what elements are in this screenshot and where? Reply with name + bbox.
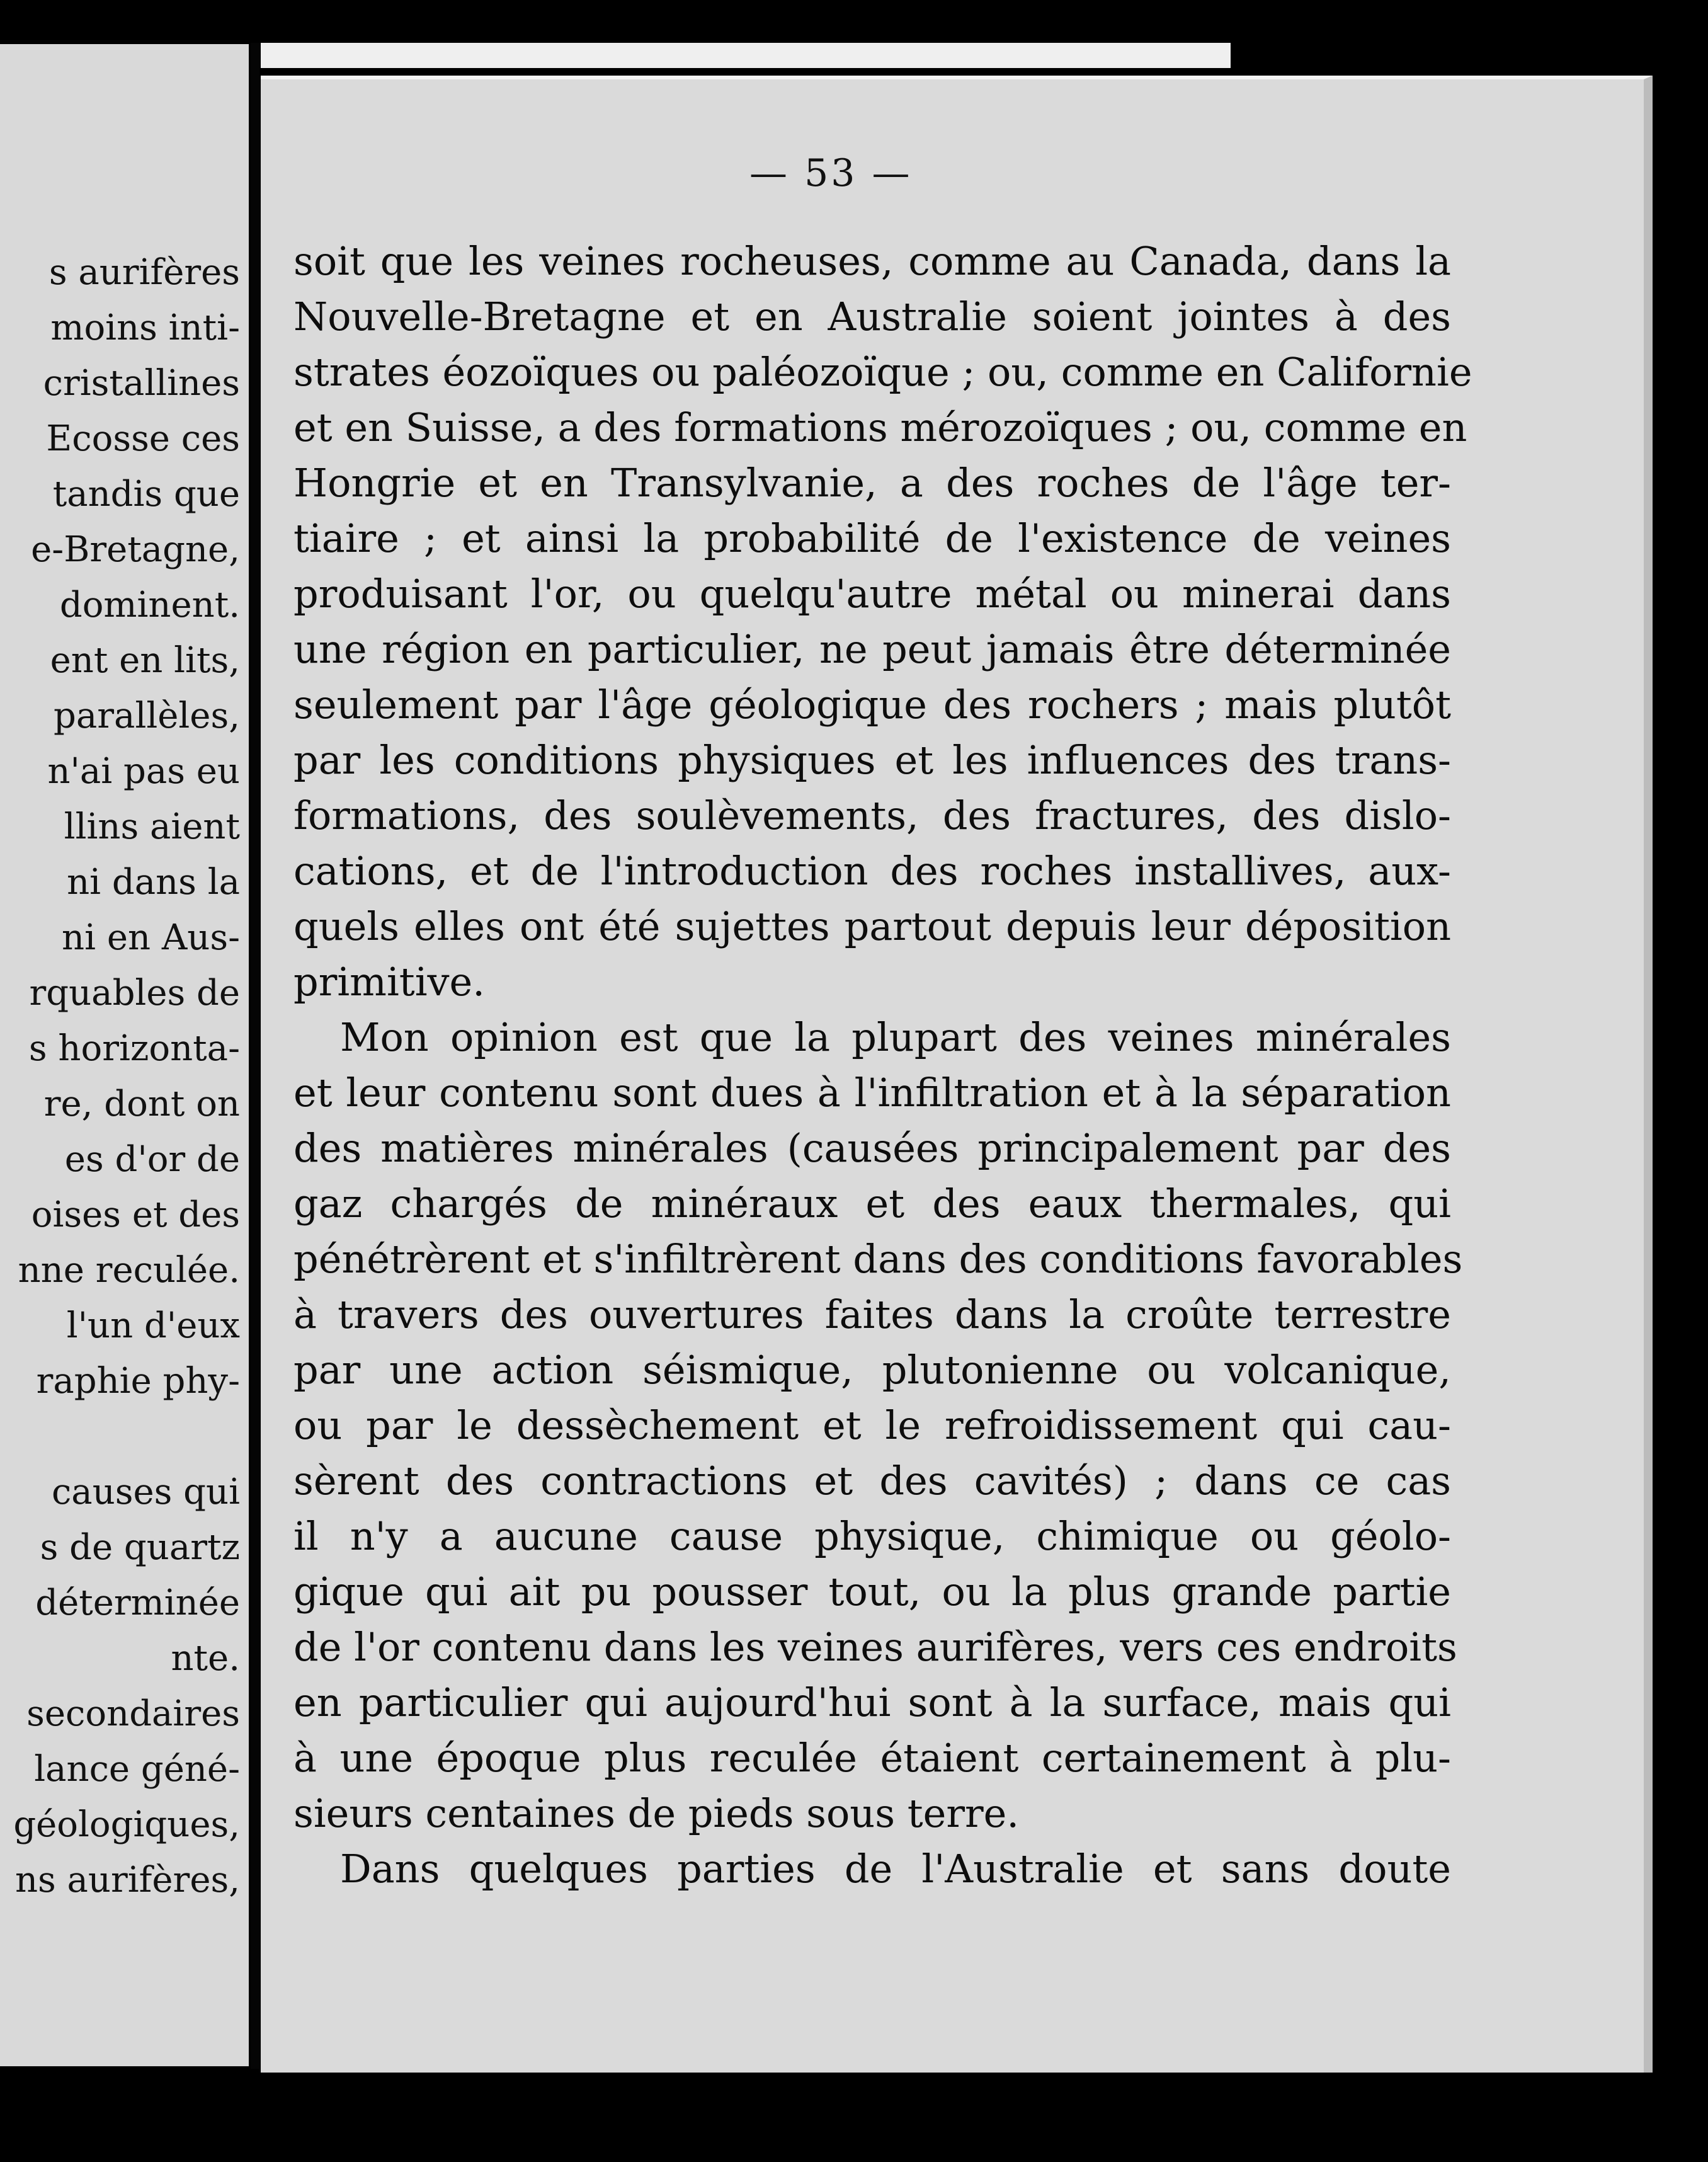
- text-line: il n'y a aucune cause physique, chimique ou géolo-: [293, 1513, 1451, 1559]
- left-page-line: e-Bretagne,: [31, 529, 240, 570]
- left-page-line: causes qui: [51, 1472, 240, 1513]
- text-line: des matières minérales (causées principalement par des: [293, 1125, 1451, 1171]
- left-page-line: es d'or de: [64, 1139, 240, 1180]
- left-page-line: cristallines: [43, 363, 240, 404]
- page-top-edge: [261, 43, 1231, 68]
- left-page-line: nne reculée.: [18, 1250, 240, 1291]
- left-page-line: ni dans la: [67, 862, 240, 903]
- left-page-line: n'ai pas eu: [47, 751, 240, 792]
- text-line: primitive.: [293, 959, 485, 1005]
- text-line: à travers des ouvertures faites dans la croûte terrestre: [293, 1291, 1451, 1337]
- paragraph-start-line: Mon opinion est que la plupart des veines minérales: [340, 1014, 1451, 1060]
- left-page-line: parallèles,: [54, 695, 240, 736]
- left-page-line: ni en Aus-: [62, 917, 240, 958]
- left-page-line: raphie phy-: [36, 1361, 240, 1402]
- left-page-line: s de quartz: [40, 1527, 240, 1568]
- paragraph-start-line: Dans quelques parties de l'Australie et sans doute: [340, 1846, 1451, 1892]
- text-line: gaz chargés de minéraux et des eaux thermales, qui: [293, 1181, 1451, 1227]
- page-number: — 53 —: [749, 151, 913, 195]
- text-line: sieurs centaines de pieds sous terre.: [293, 1790, 1020, 1836]
- left-page-line: dominent.: [59, 585, 240, 626]
- text-line: à une époque plus reculée étaient certainement à plu-: [293, 1735, 1451, 1781]
- left-page-line: lance géné-: [34, 1749, 240, 1790]
- text-line: cations, et de l'introduction des roches installives, aux-: [293, 848, 1451, 894]
- text-line: Hongrie et en Transylvanie, a des roches de l'âge ter-: [293, 460, 1451, 506]
- text-line: par les conditions physiques et les influences des trans-: [293, 737, 1451, 783]
- text-line: quels elles ont été sujettes partout depuis leur déposition: [293, 903, 1451, 949]
- text-line: en particulier qui aujourd'hui sont à la surface, mais qui: [293, 1679, 1451, 1725]
- text-line: produisant l'or, ou quelqu'autre métal ou minerai dans: [293, 571, 1451, 617]
- text-line: pénétrèrent et s'infiltrèrent dans des conditions favorables: [293, 1236, 1463, 1282]
- left-page-line: Ecosse ces: [46, 418, 240, 459]
- previous-page-fragment: [0, 44, 249, 2066]
- left-page-line: moins inti-: [50, 307, 240, 348]
- text-line: et en Suisse, a des formations mérozoïques ; ou, comme en: [293, 404, 1467, 450]
- left-page-line: secondaires: [26, 1693, 240, 1734]
- left-page-line: tandis que: [52, 474, 240, 515]
- left-page-line: ns aurifères,: [14, 1860, 240, 1901]
- left-page-line: s aurifères: [48, 252, 240, 293]
- left-page-line: re, dont on: [43, 1084, 240, 1124]
- text-line: par une action séismique, plutonienne ou volcanique,: [293, 1347, 1451, 1393]
- text-line: soit que les veines rocheuses, comme au Canada, dans la: [293, 238, 1451, 284]
- text-line: seulement par l'âge géologique des rochers ; mais plutôt: [293, 682, 1451, 728]
- left-page-line: ent en lits,: [50, 640, 240, 681]
- text-line: une région en particulier, ne peut jamais être déterminée: [293, 626, 1451, 672]
- text-line: strates éozoïques ou paléozoïque ; ou, comme en Californie: [293, 349, 1472, 395]
- left-page-line: l'un d'eux: [66, 1305, 240, 1346]
- text-line: de l'or contenu dans les veines aurifères, vers ces endroits: [293, 1624, 1457, 1670]
- text-line: et leur contenu sont dues à l'infiltration et à la séparation: [293, 1070, 1451, 1116]
- left-page-line: oises et des: [31, 1194, 240, 1235]
- text-line: tiaire ; et ainsi la probabilité de l'existence de veines: [293, 515, 1451, 561]
- text-line: sèrent des contractions et des cavités) ; dans ce cas: [293, 1458, 1451, 1504]
- left-page-line: géologiques,: [13, 1804, 240, 1845]
- text-line: ou par le dessèchement et le refroidissement qui cau-: [293, 1402, 1451, 1448]
- left-page-line: nte.: [171, 1638, 240, 1679]
- left-page-line: s horizonta-: [28, 1028, 240, 1069]
- left-page-line: llins aient: [64, 806, 240, 847]
- text-line: formations, des soulèvements, des fractures, des dislo-: [293, 792, 1451, 838]
- text-line: gique qui ait pu pousser tout, ou la plus grande partie: [293, 1569, 1451, 1615]
- text-line: Nouvelle-Bretagne et en Australie soient jointes à des: [293, 294, 1451, 340]
- left-page-line: rquables de: [29, 973, 240, 1014]
- left-page-line: déterminée: [35, 1582, 240, 1623]
- book-gutter: [251, 43, 259, 2069]
